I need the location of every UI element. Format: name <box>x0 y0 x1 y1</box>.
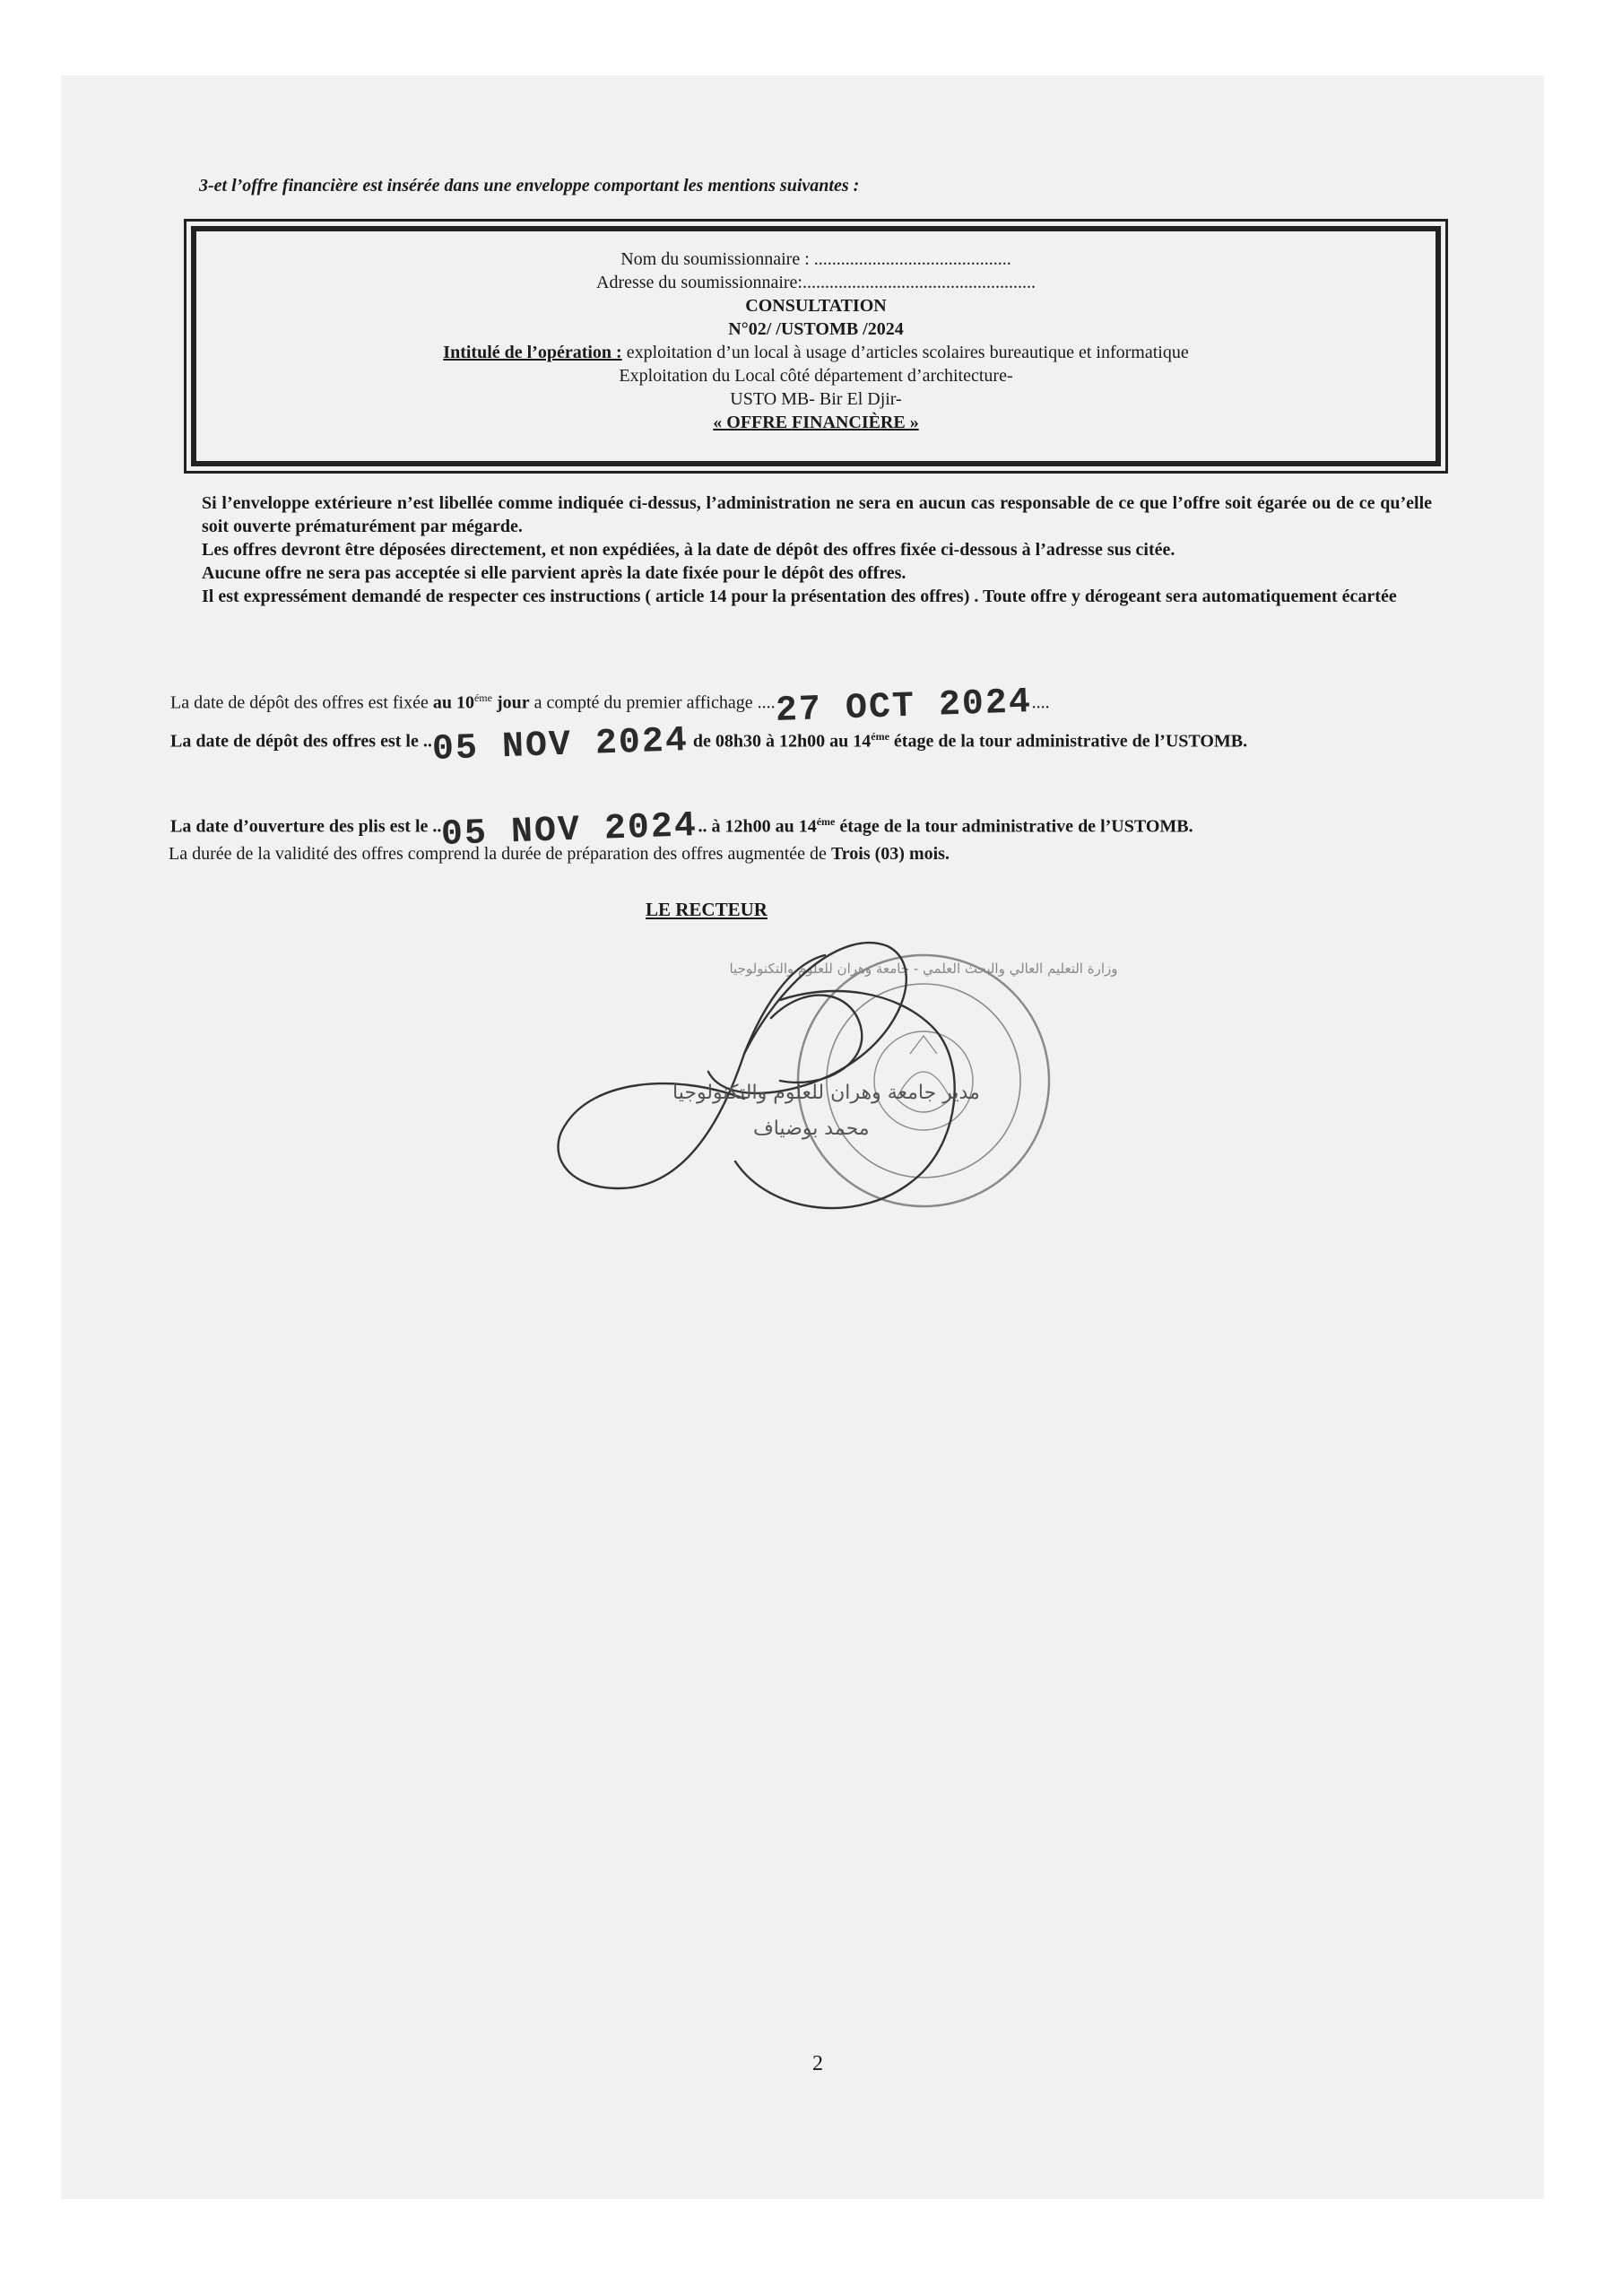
signatory-title: LE RECTEUR <box>646 899 768 920</box>
date3-suffix: étage de la tour administrative de l’USTOMB. <box>835 816 1193 837</box>
bidder-name-line: Nom du soumissionnaire : ............................................ <box>620 249 1011 269</box>
financial-offer-label: « OFFRE FINANCIÈRE » <box>713 413 919 432</box>
page-number: 2 <box>812 2052 823 2075</box>
paragraph-responsibility: Si l’enveloppe extérieure n’est libellée comme indiquée ci-dessus, l’administration ne sera en aucun cas responsable de ce que l’offre soit égarée ou de ce qu’elle soit ouverte prématurément par mégarde. <box>202 493 1432 536</box>
signature-and-seal <box>502 919 1148 1260</box>
operation-label: Intitulé de l’opération : <box>443 343 622 362</box>
paragraph-acceptance: Aucune offre ne sera pas acceptée si elle parvient après la date fixée pour le dépôt des offres. <box>202 563 906 583</box>
paragraph-instructions: Il est expressément demandé de respecter ces instructions ( article 14 pour la présentation des offres) . Toute offre y dérogeant sera automatiquement écartée <box>202 587 1397 606</box>
date1-day: au 10 <box>432 692 474 713</box>
date1-prefix: La date de dépôt des offres est fixée <box>170 692 433 713</box>
signatory-arabic-name: محمد بوضياف <box>753 1118 870 1140</box>
date1-suffix: a compté du premier affichage .... <box>529 692 776 713</box>
intro-text: 3-et l’offre financière est insérée dans une enveloppe comportant les mentions suivantes : <box>199 176 860 196</box>
validity-duration: Trois (03) mois. <box>830 844 950 864</box>
date2-suffix: étage de la tour administrative de l’USTOMB. <box>889 731 1248 752</box>
date3-sup: éme <box>816 815 836 828</box>
date1-end: .... <box>1031 692 1050 713</box>
date2-prefix: La date de dépôt des offres est le .. <box>170 731 432 752</box>
date1-jour: jour <box>491 692 530 713</box>
date3-prefix: La date d’ouverture des plis est le .. <box>170 816 442 837</box>
envelope-frame <box>184 219 1448 474</box>
paragraph-deposit: Les offres devront être déposées directement, et non expédiées, à la date de dépôt des offres fixée ci-dessous à l’adresse sus citée. <box>202 540 1175 560</box>
date-stamp-posting: 27 OCT 2024 <box>774 682 1033 732</box>
official-seal <box>798 955 1049 1206</box>
date1-sup: éme <box>473 691 492 704</box>
consultation-heading: CONSULTATION <box>745 296 887 316</box>
date-stamp-opening: 05 NOV 2024 <box>440 805 699 856</box>
operation-title-line <box>196 341 1436 364</box>
date-stamp-deposit: 05 NOV 2024 <box>431 720 690 770</box>
date2-sup: éme <box>871 730 889 743</box>
exploitation-line: Exploitation du Local côté département d’architecture- <box>619 366 1013 386</box>
bidder-address-line: Adresse du soumissionnaire:.................................................... <box>596 273 1036 292</box>
deposit-fixed-date-line <box>170 682 1435 732</box>
signatory-arabic-title: مدير جامعة وهران للعلوم والتكنولوجيا <box>672 1082 980 1104</box>
handwritten-signature <box>559 943 955 1208</box>
date2-middle: de 08h30 à 12h00 au 14 <box>688 731 872 752</box>
instructions-block <box>202 491 1432 608</box>
envelope-content <box>191 226 1441 466</box>
consultation-number: N°02/ /USTOMB /2024 <box>728 319 904 339</box>
seal-text: وزارة التعليم العالي والبحث العلمي - جامعة وهران للعلوم والتكنولوجيا <box>729 961 1118 977</box>
deposit-date-line <box>170 720 1435 770</box>
validity-prefix: La durée de la validité des offres comprend la durée de préparation des offres augmentée de <box>169 844 831 864</box>
operation-value: exploitation d’un local à usage d’articles scolaires bureautique et informatique <box>621 343 1189 362</box>
location-line: USTO MB- Bir El Djir- <box>730 389 902 409</box>
validity-line <box>169 844 950 865</box>
date3-middle: .. à 12h00 au 14 <box>698 816 817 837</box>
